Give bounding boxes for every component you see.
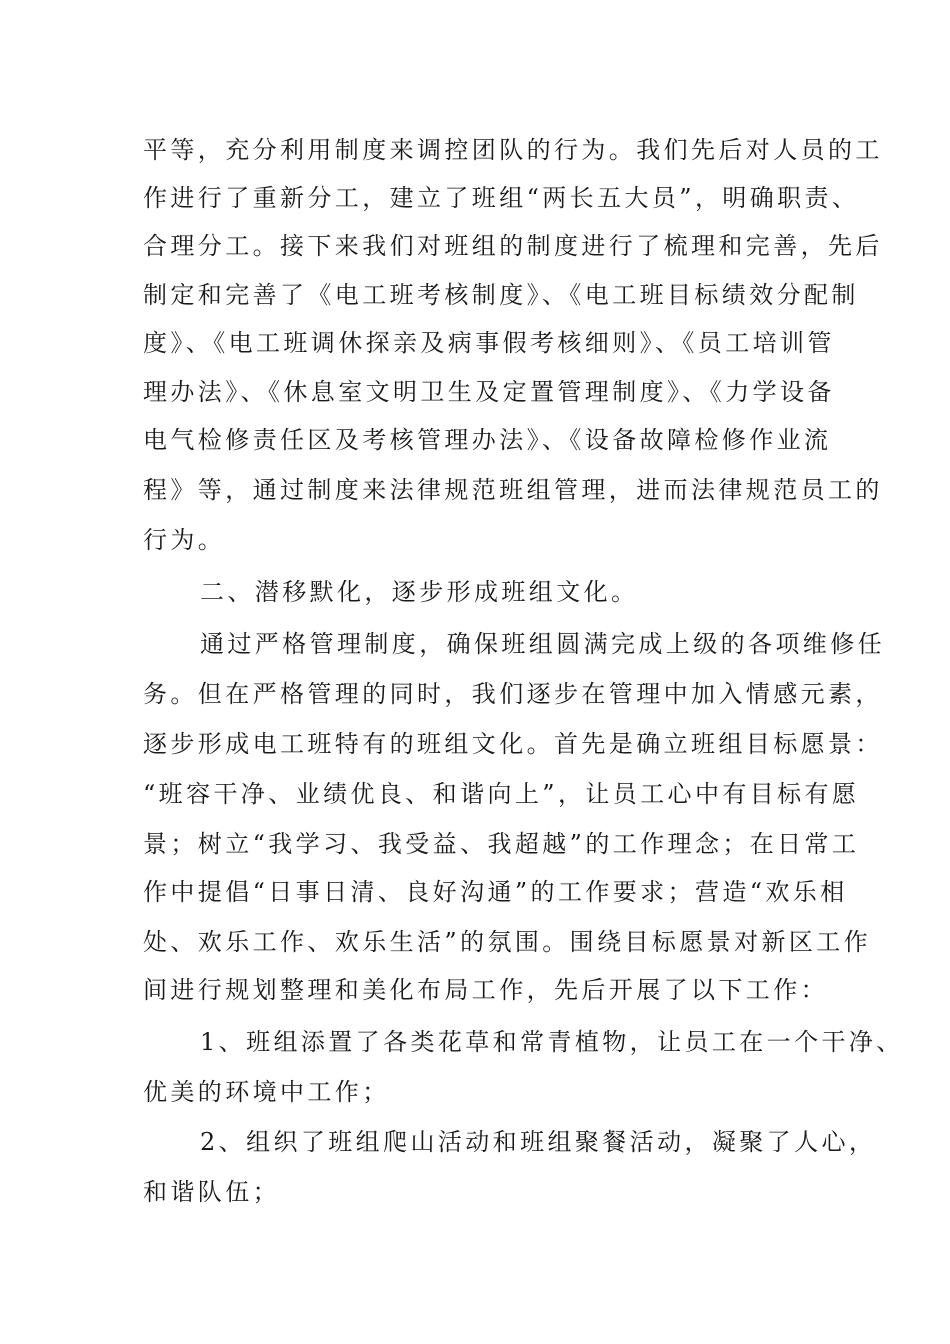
text-line: 优美的环境中工作；	[143, 1078, 390, 1106]
text-line: 度》、《电工班调休探亲及病事假考核细则》、《员工培训管	[143, 329, 835, 357]
text-line: 逐步形成电工班特有的班组文化。首先是确立班组目标愿景：	[143, 730, 883, 758]
list-item: 1、班组添置了各类花草和常青植物，让员工在一个干净、	[200, 1028, 904, 1056]
list-item: 2、组织了班组爬山活动和班组聚餐活动，凝聚了人心，	[200, 1128, 877, 1156]
text-line: 理办法》、《休息室文明卫生及定置管理制度》、《力学设备	[143, 378, 835, 406]
text-line: 作中提倡“日事日清、良好沟通”的工作要求；营造“欢乐相	[143, 878, 848, 906]
text-line: 间进行规划整理和美化布局工作，先后开展了以下工作：	[143, 976, 828, 1004]
text-line: 平等，充分利用制度来调控团队的行为。我们先后对人员的工	[143, 136, 883, 164]
text-line: 合理分工。接下来我们对班组的制度进行了梳理和完善，先后	[143, 232, 883, 260]
section-heading: 二、潜移默化，逐步形成班组文化。	[200, 578, 639, 606]
text-line: “班容干净、业绩优良、和谐向上”，让员工心中有目标有愿	[143, 780, 860, 808]
text-line: 制定和完善了《电工班考核制度》、《电工班目标绩效分配制	[143, 281, 859, 309]
text-line: 作进行了重新分工，建立了班组“两长五大员”，明确职责、	[143, 184, 860, 212]
text-line: 电气检修责任区及考核管理办法》、《设备故障检修作业流	[143, 426, 832, 454]
text-line: 行为。	[143, 526, 226, 554]
text-line: 景；树立“我学习、我受益、我超越”的工作理念；在日常工	[143, 830, 860, 858]
text-line: 和谐队伍；	[143, 1178, 280, 1206]
text-line: 处、欢乐工作、欢乐生活”的氛围。围绕目标愿景对新区工作	[143, 928, 872, 956]
text-line: 程》等，通过制度来法律规范班组管理，进而法律规范员工的	[143, 476, 883, 504]
text-line: 通过严格管理制度，确保班组圆满完成上级的各项维修任	[200, 630, 885, 658]
text-line: 务。但在严格管理的同时，我们逐步在管理中加入情感元素，	[143, 680, 883, 708]
